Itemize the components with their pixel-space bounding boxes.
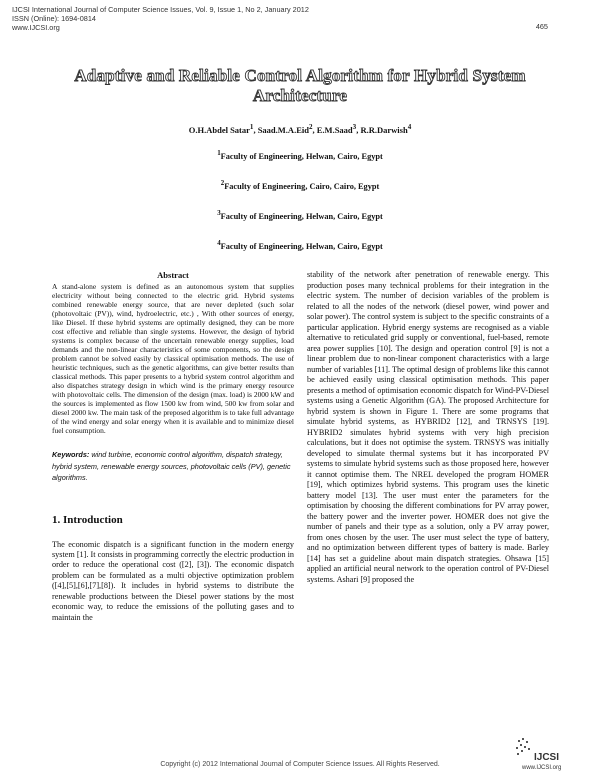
introduction-text-left: The economic dispatch is a significant function in the modern energy system [1]. It consists in programming correctly the electric production in order to reduce the operational cost ([2], [3]). The economic dispatch problem can be formulated as a multi objective optimization problem ([4],[5],[6],[7],[8]). It includes in hybrid systems to distribute the renewable productions between the Diesel power stations by the most economic way, to reduce the emissions of the polluting gases and to maintain the [52, 539, 294, 622]
copyright-footer: Copyright (c) 2012 International Journal of Computer Science Issues. All Rights Reserved. [160, 761, 440, 768]
affiliation-3: $^3$Faculty of Engineering, Helwan, Cairo, Egypt [217, 210, 383, 221]
author-list: O.H.Abdel Satar$^1$, Saad.M.A.Eid$^2$, E.M.Saad$^3$, R.R.Darwish$^4$ [188, 123, 412, 135]
keywords-text: wind turbine, economic control algorithm, dispatch strategy, hybrid system, renewable energy sources, photovoltaic cells (PV), genetic algorithms. [52, 450, 291, 482]
issn: ISSN (Online): 1694-0814 [12, 13, 96, 23]
keywords [52, 449, 294, 484]
keywords-label: Keywords: [52, 450, 90, 459]
page-number: 465 [535, 22, 548, 31]
journal-header [12, 6, 588, 32]
journal-site: www.IJCSI.org [12, 22, 60, 32]
introduction-text-right: stability of the network after penetration of renewable energy. This production poses many technical problems for their integration in the electric system. The number of decision variables of the problem is related to all the nodes of the network (diesel power, wind power and solar power). The control system is subject to the specific constraints of a particular application. Hybrid energy systems are recognised as a viable alternative to reticulated grid supply or conventional, fuel-based, remote area power supplies [10]. The design and operation control [9] is not a linear problem due to non-linear component characteristics with a large number of variables [11]. The optimal design of problems like this cannot be achieved easily using classical optimisation methods. This paper presents a method of optimisation economic dispatch for Wind-PV-Diesel systems using a Genetic Algorithm (GA). The proposed Architecture for hybrid system is shown in Figure 1. There are some programs that simulate hybrid systems, as HYBRID2 [12], and TRNSYS [19]. HYBRID2 simulates hybrid systems with very high precision calculations, but it does not optimise the system. TRNSYS was initially developed to simulate thermal systems but it has incorporated PV systems to simulate hybrid systems such as those proposed here, however it cannot optimise them. The NREL developed the program HOMER [19], which optimizes hybrid systems. This program uses the kinetic battery model [13]. The user must enter the parameters for the optimisation by choosing the different combinations for PV array power, the battery power and the inverter power. HOMER does not give the number of panels and their type as a solution, only a PV array power, from ones chosen by the user. The user must select the type of battery, and no optimization between different types of battery is made. Barley [14] has set a guideline about main dispatch strategies. Ohsawa [15] applied an artificial neural network to the operation control of PV-Diesel systems. Ashari [9] proposed the [307, 270, 549, 584]
logo-brand: IJCSI [534, 752, 560, 763]
journal-name: IJCSI International Journal of Computer Science Issues, Vol. 9, Issue 1, No 2, January 2012 [12, 5, 309, 14]
right-column [307, 270, 549, 585]
section-heading-introduction: 1. Introduction [52, 513, 123, 526]
abstract-heading: Abstract [157, 270, 189, 280]
left-column [52, 270, 294, 623]
affiliation-1: $^1$Faculty of Engineering, Helwan, Cairo, Egypt [217, 150, 383, 161]
paper-title: Adaptive and Reliable Control Algorithm for Hybrid System Architecture [74, 66, 526, 105]
ijcsi-logo [512, 736, 572, 772]
affiliation-2: $^2$Faculty of Engineering, Cairo, Cairo, Egypt [220, 180, 380, 191]
logo-site: www.IJCSI.org [522, 765, 562, 771]
abstract-text: A stand-alone system is defined as an autonomous system that supplies electricity without being connected to the electric grid. Hybrid systems combined renewable energy source, that are never depleted (such solar (photovoltaic (PV)), wind, hydroelectric, etc.) , With other sources of energy, like Diesel. If these hybrid systems are optimally designed, they can be more cost effective and reliable than single systems. However, the design of hybrid systems is complex because of the uncertain renewable energy supplies, load demands and the non-linear characteristics of some components, so the design problem cannot be solved easily by classical optimisation methods. The use of heuristic techniques, such as the genetic algorithms, can give better results than classical methods. This paper presents to a hybrid system control algorithm and also dispatches strategy design in which wind is the primary energy resource with photovoltaic cells. The dimension of the design (max. load) is 2000 kW and the sources is implemented as flow 1500 kw from wind, 500 kw from solar and diesel 2000 kw. The main task of the preposed algorithm is to take full advantage of the wind energy and solar energy when it is available and to minimize diesel fuel consumption. [52, 282, 294, 435]
affiliation-4: $^4$Faculty of Engineering, Helwan, Cairo, Egypt [217, 240, 383, 251]
